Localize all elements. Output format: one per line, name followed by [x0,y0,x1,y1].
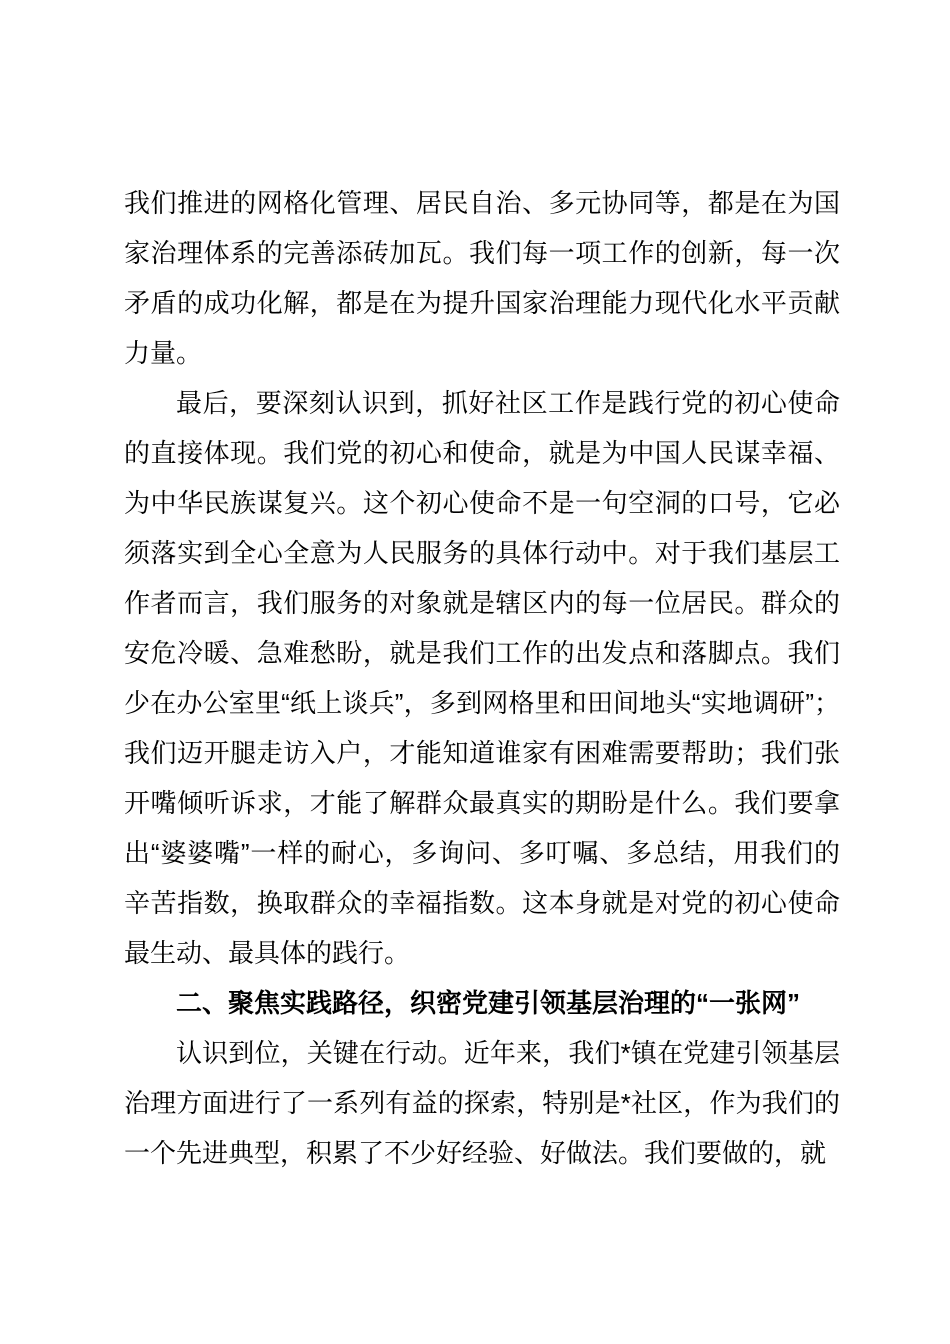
paragraph-body: 最后，要深刻认识到，抓好社区工作是践行党的初心使命的直接体现。我们党的初心和使命，就是为中国人民谋幸福、为中华民族谋复兴。这个初心使命不是一句空洞的口号，它必须落实到全心全意为人民服务的具体行动中。对于我们基层工作者而言，我们服务的对象就是辖区内的每一位居民。群众的安危冷暖、急难愁盼，就是我们工作的出发点和落脚点。我们少在办公室里“纸上谈兵”，多到网格里和田间地头“实地调研”；我们迈开腿走访入户，才能知道谁家有困难需要帮助；我们张开嘴倾听诉求，才能了解群众最真实的期盼是什么。我们要拿出“婆婆嘴”一样的耐心，多询问、多叮嘱、多总结，用我们的辛苦指数，换取群众的幸福指数。这本身就是对党的初心使命最生动、最具体的践行。 [124,388,840,968]
paragraph-continuation: 我们推进的网格化管理、居民自治、多元协同等，都是在为国家治理体系的完善添砖加瓦。我们每一项工作的创新，每一次矛盾的成功化解，都是在为提升国家治理能力现代化水平贡献力量。 [124,188,840,368]
document-text-area [124,178,840,1178]
section-heading: 二、聚焦实践路径，织密党建引领基层治理的“一张网” [176,988,801,1018]
paragraph-body-truncated: 认识到位，关键在行动。近年来，我们*镇在党建引领基层治理方面进行了一系列有益的探索，特别是*社区，作为我们的一个先进典型，积累了不少好经验、好做法。我们要做的，就 [124,1038,840,1168]
